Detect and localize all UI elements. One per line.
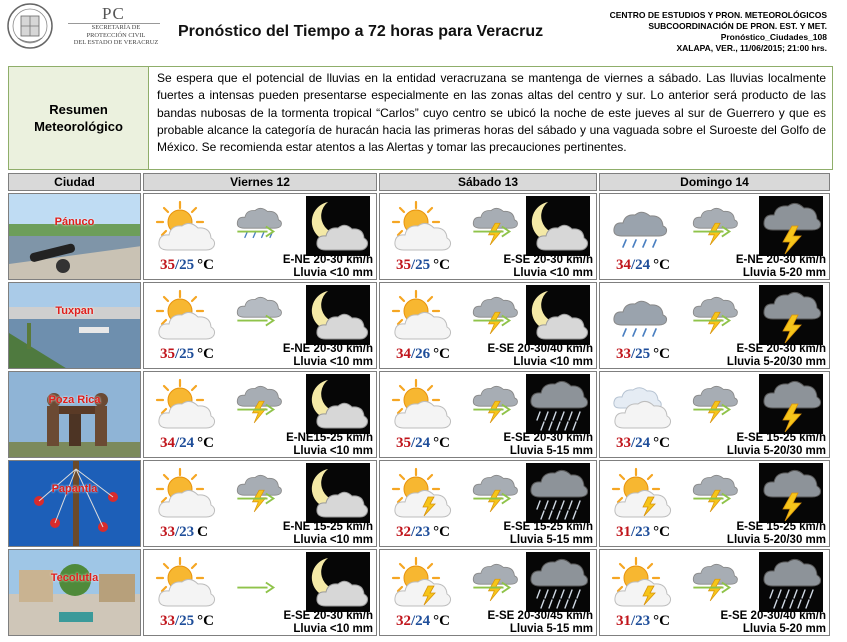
rain-amount: Lluvia 5-20 mm (742, 622, 826, 635)
temp-unit: C (197, 524, 209, 540)
partly-cloudy-sun-icon (390, 289, 452, 341)
max-temp: 33 (616, 346, 631, 362)
rain-cloud-icon (234, 198, 286, 242)
max-temp: 35 (396, 257, 411, 273)
thunderstorm-icon (759, 285, 823, 345)
temperature (616, 257, 670, 274)
rain-amount: Lluvia <10 mm (293, 444, 373, 457)
temp-unit: °C (197, 346, 215, 362)
partly-cloudy-sun-icon (390, 200, 452, 252)
issuer-line: CENTRO DE ESTUDIOS Y PRON. METEOROLÓGICOS (609, 10, 827, 20)
partly-cloudy-sun-icon (154, 289, 216, 341)
col-header-city: Ciudad (8, 173, 141, 191)
min-temp: 24 (415, 435, 431, 451)
rain-amount: Lluvia 5-15 mm (509, 622, 593, 635)
rain-amount: Lluvia 5-20 mm (742, 266, 826, 279)
city-photo (8, 282, 141, 369)
wind-speed: E-SE 20-30 km/h (503, 254, 593, 266)
temperature (160, 524, 208, 541)
city-photo (8, 549, 141, 636)
city-name: Poza Rica (48, 394, 101, 406)
partly-cloudy-sun-icon (154, 467, 216, 519)
wind-speed: E-NE 15-25 km/h (282, 521, 373, 533)
rain-amount: Lluvia <10 mm (293, 622, 373, 635)
wind-rain-info (488, 343, 593, 368)
temp-separator: / (631, 435, 636, 451)
temp-separator: / (411, 613, 416, 629)
wind-speed: E-NE 20-30 km/h (735, 254, 826, 266)
wind-speed: E-NE15-25 km/h (286, 432, 373, 444)
temp-separator: / (631, 524, 636, 540)
weather-summary (8, 66, 833, 170)
logo-line: SECRETARÍA DE (91, 24, 141, 31)
max-temp: 33 (160, 524, 175, 540)
summary-label-line: Meteorológico (34, 119, 123, 134)
issuer-info (610, 10, 827, 54)
temperature (160, 613, 214, 630)
max-temp: 33 (160, 613, 175, 629)
rain-amount: Lluvia <10 mm (293, 266, 373, 279)
forecast-cell (379, 460, 597, 547)
temperature (396, 257, 450, 274)
logo-line: DEL ESTADO DE VERACRUZ (73, 39, 159, 46)
summary-text: Se espera que el potencial de lluvias en la entidad veracruzana se mantenga de viernes a sábado. Las lluvias localmente fuertes a intensas pueden presentarse especialmente en las zonas altas del centro y sur. Lo anterior será producto de las bandas nubosas de la tormenta tropical “Carlos” cuyo centro se ubicó la noche de este jueves al sur de Guerrero y que es probable alcance la categoría de huracán hacia las primeras horas del sábado y una vaguada sobre el Suroeste del Golfo de México. Se recomienda estar atentos a las Alertas y tomar las precauciones pertinentes. (157, 71, 826, 155)
max-temp: 31 (616, 524, 631, 540)
storm-cloud-icon (690, 198, 742, 242)
table-header (8, 173, 833, 191)
wind-speed: E-SE 15-25 km/h (503, 521, 593, 533)
max-temp: 32 (396, 524, 411, 540)
storm-cloud-icon (690, 287, 742, 331)
rain-amount: Lluvia <10 mm (293, 355, 373, 368)
wind-rain-info (736, 254, 826, 279)
forecast-cell (143, 282, 377, 369)
heavy-rain-icon (759, 552, 823, 612)
temp-unit: °C (653, 613, 671, 629)
storm-cloud-icon (690, 554, 742, 598)
moon-cloud-icon (526, 285, 590, 345)
rain-cloud-icon (610, 289, 672, 341)
temp-separator: / (175, 257, 180, 273)
col-header-day: Domingo 14 (599, 173, 830, 191)
min-temp: 25 (179, 257, 195, 273)
min-temp: 24 (415, 613, 431, 629)
temp-unit: °C (433, 435, 451, 451)
wind-rain-info (284, 610, 373, 635)
temp-unit: °C (653, 524, 671, 540)
storm-cloud-icon (470, 465, 522, 509)
rain-cloud-icon (610, 200, 672, 252)
max-temp: 34 (616, 257, 631, 273)
wind-rain-info (721, 610, 826, 635)
forecast-cell (599, 549, 830, 636)
temp-separator: / (175, 524, 180, 540)
forecast-cell (143, 371, 377, 458)
wind-speed: E-SE 20-30/45 km/h (487, 610, 593, 622)
forecast-table (8, 173, 833, 636)
summary-label-line: Resumen (49, 102, 108, 117)
heavy-rain-icon (526, 552, 590, 612)
temperature (396, 435, 450, 452)
rain-amount: Lluvia <10 mm (293, 533, 373, 546)
page-title: Pronóstico del Tiempo a 72 horas para Veracruz (178, 23, 544, 40)
col-header-day: Viernes 12 (143, 173, 377, 191)
heavy-rain-icon (526, 374, 590, 434)
forecast-cell (599, 371, 830, 458)
min-temp: 23 (635, 613, 651, 629)
wind-speed: E-SE 20-30/40 km/h (720, 610, 826, 622)
forecast-cell (379, 371, 597, 458)
rain-amount: Lluvia <10 mm (513, 355, 593, 368)
storm-sun-icon (610, 556, 672, 608)
max-temp: 35 (160, 346, 175, 362)
city-name: Papantla (51, 483, 98, 495)
forecast-cell (143, 549, 377, 636)
wind-speed: E-SE 15-25 km/h (736, 432, 826, 444)
temp-unit: °C (433, 613, 451, 629)
wind-speed: E-SE 20-30 km/h (283, 610, 373, 622)
forecast-cell (379, 282, 597, 369)
storm-cloud-icon (690, 465, 742, 509)
wind-rain-info (283, 343, 373, 368)
rain-amount: Lluvia 5-20/30 mm (726, 533, 826, 546)
moon-cloud-icon (306, 196, 370, 256)
moon-cloud-icon (306, 285, 370, 345)
temperature (160, 257, 214, 274)
min-temp: 25 (179, 346, 195, 362)
partly-cloudy-sun-icon (390, 378, 452, 430)
storm-cloud-icon (470, 287, 522, 331)
cloud-icon (234, 287, 286, 331)
max-temp: 35 (160, 257, 175, 273)
partly-cloudy-sun-icon (154, 200, 216, 252)
wind-rain-info (283, 254, 373, 279)
wind-rain-info (286, 432, 373, 457)
temp-unit: °C (433, 524, 451, 540)
wind-rain-info (727, 343, 826, 368)
wind-rain-info (504, 521, 593, 546)
thunderstorm-icon (759, 463, 823, 523)
logo-agency-text (66, 24, 166, 47)
logo-line: PROTECCIÓN CIVIL (86, 31, 146, 39)
temperature (616, 613, 670, 630)
rain-amount: Lluvia 5-15 mm (509, 444, 593, 457)
temperature (616, 524, 670, 541)
temp-separator: / (411, 257, 416, 273)
wind-speed: E-SE 20-30/40 km/h (487, 343, 593, 355)
temperature (616, 346, 670, 363)
temp-separator: / (175, 613, 180, 629)
forecast-cell (599, 282, 830, 369)
thunderstorm-icon (759, 196, 823, 256)
min-temp: 25 (179, 613, 195, 629)
temperature (160, 435, 214, 452)
storm-cloud-icon (234, 376, 286, 420)
storm-cloud-icon (470, 198, 522, 242)
temp-unit: °C (433, 257, 451, 273)
rain-amount: Lluvia 5-20/30 mm (726, 355, 826, 368)
temperature (160, 346, 214, 363)
temp-separator: / (175, 435, 180, 451)
max-temp: 32 (396, 613, 411, 629)
wind-rain-info (504, 254, 593, 279)
min-temp: 23 (635, 524, 651, 540)
forecast-cell (379, 193, 597, 280)
forecast-cell (379, 549, 597, 636)
city-photo (8, 460, 141, 547)
max-temp: 33 (616, 435, 631, 451)
temp-separator: / (411, 435, 416, 451)
rain-amount: Lluvia <10 mm (513, 266, 593, 279)
temperature (396, 524, 450, 541)
city-photo (8, 193, 141, 280)
temp-unit: °C (197, 257, 215, 273)
issuer-line: SUBCOORDINACIÓN DE PRON. EST. Y MET. (648, 21, 827, 31)
forecast-cell (599, 193, 830, 280)
temp-separator: / (411, 346, 416, 362)
temp-separator: / (175, 346, 180, 362)
wind-speed: E-SE 20-30 km/h (503, 432, 593, 444)
temp-separator: / (631, 257, 636, 273)
min-temp: 23 (179, 524, 195, 540)
table-row (8, 282, 833, 369)
wind-speed: E-SE 20-30 km/h (736, 343, 826, 355)
forecast-cell (599, 460, 830, 547)
temperature (396, 613, 450, 630)
wind-rain-info (283, 521, 373, 546)
table-row (8, 549, 833, 636)
min-temp: 24 (635, 435, 651, 451)
city-photo (8, 371, 141, 458)
city-name: Tecolutla (50, 572, 99, 584)
summary-label (9, 67, 149, 169)
wind-speed: E-NE 20-30 km/h (282, 343, 373, 355)
temp-unit: °C (433, 346, 451, 362)
table-body (8, 193, 833, 636)
agency-logo (6, 2, 159, 50)
table-row (8, 371, 833, 458)
storm-sun-icon (390, 556, 452, 608)
heavy-rain-icon (526, 463, 590, 523)
temperature (616, 435, 670, 452)
rain-amount: Lluvia 5-20/30 mm (726, 444, 826, 457)
thunderstorm-icon (759, 374, 823, 434)
city-name: Pánuco (54, 216, 95, 228)
issuer-line: XALAPA, VER., 11/06/2015; 21:00 hrs. (676, 43, 827, 53)
temperature (396, 346, 450, 363)
partly-cloudy-sun-icon (154, 378, 216, 430)
wind-speed: E-SE 15-25 km/h (736, 521, 826, 533)
forecast-cell (143, 460, 377, 547)
min-temp: 25 (635, 346, 651, 362)
temp-separator: / (631, 346, 636, 362)
storm-cloud-icon (470, 554, 522, 598)
min-temp: 23 (415, 524, 431, 540)
logo-pc: PC (102, 4, 125, 23)
moon-cloud-icon (306, 374, 370, 434)
max-temp: 31 (616, 613, 631, 629)
temp-unit: °C (653, 257, 671, 273)
max-temp: 35 (396, 435, 411, 451)
table-row (8, 460, 833, 547)
temp-separator: / (411, 524, 416, 540)
temp-unit: °C (653, 346, 671, 362)
temp-unit: °C (653, 435, 671, 451)
max-temp: 34 (160, 435, 175, 451)
storm-sun-icon (610, 467, 672, 519)
wind-rain-info (727, 432, 826, 457)
partly-cloudy-sun-icon (154, 556, 216, 608)
wind-speed: E-NE 20-30 km/h (282, 254, 373, 266)
max-temp: 34 (396, 346, 411, 362)
state-seal-icon (6, 2, 54, 50)
storm-cloud-icon (690, 376, 742, 420)
issuer-line: Pronóstico_Ciudades_108 (720, 32, 827, 42)
min-temp: 24 (179, 435, 195, 451)
temp-unit: °C (197, 435, 215, 451)
city-name: Tuxpan (55, 305, 94, 317)
trend-arrow-icon (234, 554, 286, 598)
storm-cloud-icon (234, 465, 286, 509)
storm-cloud-icon (470, 376, 522, 420)
moon-cloud-icon (306, 552, 370, 612)
moon-cloud-icon (306, 463, 370, 523)
table-row (8, 193, 833, 280)
col-header-day: Sábado 13 (379, 173, 597, 191)
rain-amount: Lluvia 5-15 mm (509, 533, 593, 546)
min-temp: 26 (415, 346, 431, 362)
temp-separator: / (631, 613, 636, 629)
wind-rain-info (504, 432, 593, 457)
cloudy-icon (610, 378, 672, 430)
temp-unit: °C (197, 613, 215, 629)
forecast-cell (143, 193, 377, 280)
min-temp: 25 (415, 257, 431, 273)
wind-rain-info (488, 610, 593, 635)
storm-sun-icon (390, 467, 452, 519)
moon-cloud-icon (526, 196, 590, 256)
wind-rain-info (727, 521, 826, 546)
min-temp: 24 (635, 257, 651, 273)
